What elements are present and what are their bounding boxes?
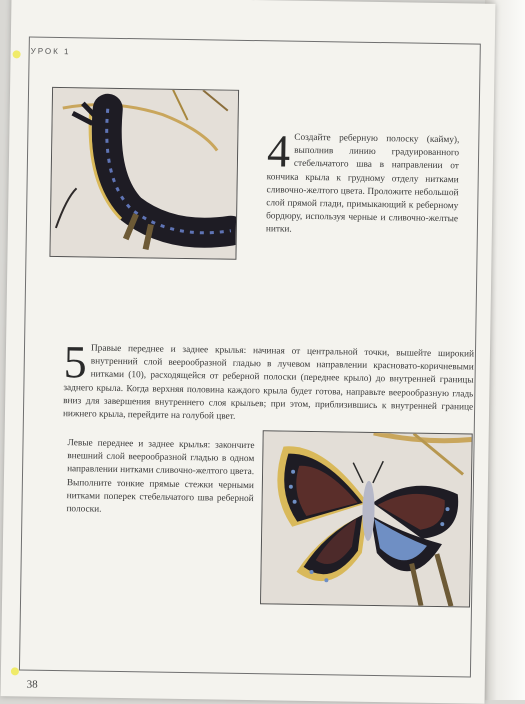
step-4-instructions	[265, 125, 460, 240]
step-5-left-wings-text: Левые переднее и заднее крылья: закончите внешний слой веерообразной гладью в одном направлении нитками сливочно-желтого цвета. Выполните тонкие прямые стежки черными нитками поперек стебельчатого шва реберной полоски.	[66, 438, 255, 515]
lesson-label: УРОК 1	[30, 46, 71, 57]
step-5-instructions	[62, 336, 475, 428]
embroidery-photo-wing-edge	[49, 87, 239, 260]
butterfly-illustration	[261, 431, 472, 606]
embroidery-photo-butterfly	[260, 430, 473, 607]
step-5-text: Правые переднее и заднее крылья: начиная от центральной точки, вышейте широкий внутренний слой веерообразной гладью в лучевом направлении красновато-коричневыми нитками (10), расходящейся от реберной полоски (переднее крыло) до внутренней границы заднего крыла. Когда верхняя половина каждого крыла будет готова, направьте веерообразную гладь вниз для завершения внутреннего слоя крыльев; при этом, приблизившись к внутренней границе нижнего крыла, перейдите на голубой цвет.	[62, 343, 475, 422]
step-4-number: 4	[266, 125, 291, 177]
page-number-dot	[11, 667, 19, 675]
step-5-number: 5	[63, 336, 88, 388]
lesson-marker-dot	[13, 50, 21, 58]
book-page	[1, 0, 496, 704]
page-number: 38	[26, 678, 38, 691]
step-4-text: Создайте реберную полоску (кайму), выполнив линию градуированного стебельчатого шва в направлении от кончика крыла к грудному отделу нитками сливочно-желтого цвета. Проложите небольшой слой прямой глади, примыкающий к реберному бордюру, используя черные и сливочно-желтые нитки.	[265, 132, 460, 236]
wing-edge-illustration	[50, 88, 238, 259]
